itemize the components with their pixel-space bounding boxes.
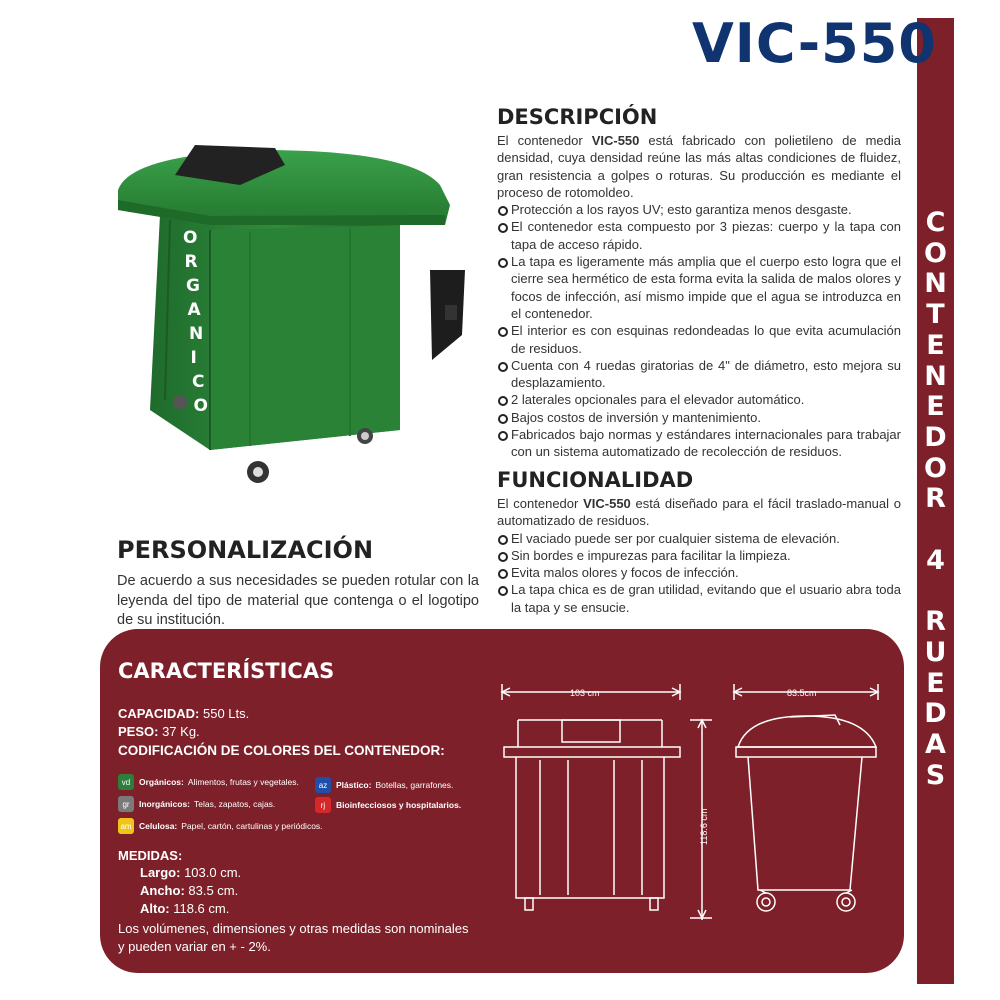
side-band-letter: N xyxy=(924,268,947,300)
capacity-value: 550 Lts. xyxy=(199,706,250,721)
intro-model: VIC-550 xyxy=(583,496,631,511)
color-cellulose xyxy=(118,818,323,834)
side-band-letter: E xyxy=(926,391,945,423)
characteristics-title: CARACTERÍSTICAS xyxy=(118,659,335,683)
intro-text: El contenedor xyxy=(497,133,592,148)
codification-title: CODIFICACIÓN DE COLORES DEL CONTENEDOR: xyxy=(118,743,445,758)
color-desc: Alimentos, frutas y vegetales. xyxy=(187,777,299,787)
side-band-letter: O xyxy=(924,452,947,484)
side-band-text xyxy=(917,208,954,791)
width-label: Ancho: xyxy=(140,883,185,898)
side-band-letter xyxy=(931,515,940,546)
functionality-intro xyxy=(497,495,901,530)
description-section xyxy=(497,105,901,461)
swatch-red: rj xyxy=(315,797,331,813)
personalization-text: De acuerdo a sus necesidades se pueden rotular con la leyenda del tipo de material que contenga o el logotipo de su institución. xyxy=(117,573,479,628)
side-band-letter: E xyxy=(926,329,945,361)
tolerance-note: Los volúmenes, dimensiones y otras medidas son nominales y pueden variar en + - 2%. xyxy=(118,921,469,954)
description-bullets xyxy=(497,201,901,460)
width-value: 83.5 cm. xyxy=(184,883,239,898)
color-name: Celulosa: xyxy=(139,821,178,831)
list-item: Fabricados bajo normas y estándares internacionales para trabajar con un sistema automatizado de recolección de residuos. xyxy=(497,426,901,461)
swatch-gray: gr xyxy=(118,796,134,812)
list-item: El interior es con esquinas redondeadas lo que evita acumulación de residuos. xyxy=(497,322,901,357)
length-spec xyxy=(140,865,241,880)
organico-letter: C xyxy=(192,372,205,392)
organico-letter: R xyxy=(184,252,198,272)
organico-letter: I xyxy=(190,348,197,368)
description-intro xyxy=(497,132,901,201)
organico-letter: O xyxy=(193,396,208,416)
list-item: La tapa chica es de gran utilidad, evitando que el usuario abra toda la tapa y se ensucie. xyxy=(497,581,901,616)
color-inorganic xyxy=(118,796,275,812)
personalization-section xyxy=(117,536,479,631)
height-value: 118.6 cm. xyxy=(169,901,230,916)
color-bioinfectious xyxy=(315,797,465,813)
front-width-label: 103 cm xyxy=(570,688,600,698)
functionality-bullets xyxy=(497,530,901,616)
color-name: Orgánicos: xyxy=(139,777,184,787)
dimension-drawing xyxy=(490,680,890,920)
list-item: Bajos costos de inversión y mantenimiento. xyxy=(497,409,901,426)
side-band-letter: D xyxy=(924,698,947,730)
list-item: Protección a los rayos UV; esto garantiza menos desgaste. xyxy=(497,201,901,218)
organico-letter: G xyxy=(186,276,200,296)
side-band-letter: N xyxy=(924,360,947,392)
length-value: 103.0 cm. xyxy=(180,865,242,880)
side-band-letter: D xyxy=(924,421,947,453)
side-band-letter: 4 xyxy=(926,544,945,576)
list-item: Cuenta con 4 ruedas giratorias de 4" de diámetro, esto mejora su desplazamiento. xyxy=(497,357,901,392)
intro-model: VIC-550 xyxy=(591,133,640,148)
weight-label: PESO: xyxy=(118,724,159,739)
side-band-letter: O xyxy=(924,237,947,269)
side-band-letter: T xyxy=(926,299,945,331)
list-item: 2 laterales opcionales para el elevador automático. xyxy=(497,391,901,408)
side-width-label: 83.5cm xyxy=(787,688,817,698)
organico-letter: O xyxy=(183,228,198,248)
list-item: Sin bordes e impurezas para facilitar la limpieza. xyxy=(497,547,901,564)
color-name: Inorgánicos: xyxy=(139,799,191,809)
side-band-letter: E xyxy=(926,667,945,699)
organico-letter: A xyxy=(187,300,201,320)
color-desc: Telas, zapatos, cajas. xyxy=(194,799,276,809)
weight-value: 37 Kg. xyxy=(158,724,200,739)
color-organic xyxy=(118,774,299,790)
list-item: La tapa es ligeramente más amplia que el cuerpo esto logra que el cierre sea hermético de esta forma evita la salida de malos olores y focos de infección, así mismo impide que el agua se introduzca en el contenedor. xyxy=(497,253,901,322)
container-image xyxy=(110,130,480,495)
color-name: Plástico: xyxy=(336,780,372,790)
side-band xyxy=(917,18,954,984)
list-item: El vaciado puede ser por cualquier sistema de elevación. xyxy=(497,530,901,547)
side-band-letter: U xyxy=(924,636,947,668)
model-title: VIC-550 xyxy=(692,12,937,75)
side-band-letter: A xyxy=(925,728,946,760)
side-band-letter: C xyxy=(925,207,946,238)
color-desc: Botellas, garrafones. xyxy=(375,780,454,790)
color-name: Bioinfecciosos y hospitalarios. xyxy=(336,800,462,810)
intro-text-rest: está diseñado para el fácil traslado-manual o automatizado de residuos. xyxy=(497,496,901,529)
side-band-letter: R xyxy=(925,606,946,638)
width-spec xyxy=(140,883,238,898)
intro-text-rest: está fabricado con polietileno de media densidad, cuya densidad reúne las más altas condiciones de fluidez, gran resistencia a golpes o roturas. Su producción es mediante el proceso de rotomoldeo. xyxy=(497,133,902,200)
description-title: DESCRIPCIÓN xyxy=(497,105,658,129)
height-spec xyxy=(140,901,229,916)
organico-letter: N xyxy=(189,324,204,344)
side-band-letter: R xyxy=(925,483,946,515)
color-desc: Papel, cartón, cartulinas y periódicos. xyxy=(181,821,323,831)
color-plastic xyxy=(315,777,453,793)
side-band-letter: S xyxy=(925,759,946,791)
swatch-yellow: am xyxy=(118,818,134,834)
list-item: El contenedor esta compuesto por 3 piezas: cuerpo y la tapa con tapa de acceso rápido. xyxy=(497,218,901,253)
measures-title: MEDIDAS: xyxy=(118,848,183,863)
height-label: 118.6 cm xyxy=(699,808,709,845)
swatch-blue: az xyxy=(315,777,331,793)
side-band-letter xyxy=(931,576,940,607)
length-label: Largo: xyxy=(140,865,181,880)
list-item: Evita malos olores y focos de infección. xyxy=(497,564,901,581)
weight-spec xyxy=(118,724,200,739)
height-label: Alto: xyxy=(140,901,170,916)
functionality-section xyxy=(497,468,901,616)
intro-text: El contenedor xyxy=(497,496,584,511)
capacity-label: CAPACIDAD: xyxy=(118,706,200,721)
swatch-green: vd xyxy=(118,774,134,790)
functionality-title: FUNCIONALIDAD xyxy=(497,468,694,492)
capacity-spec xyxy=(118,706,249,721)
personalization-title: PERSONALIZACIÓN xyxy=(117,536,374,564)
